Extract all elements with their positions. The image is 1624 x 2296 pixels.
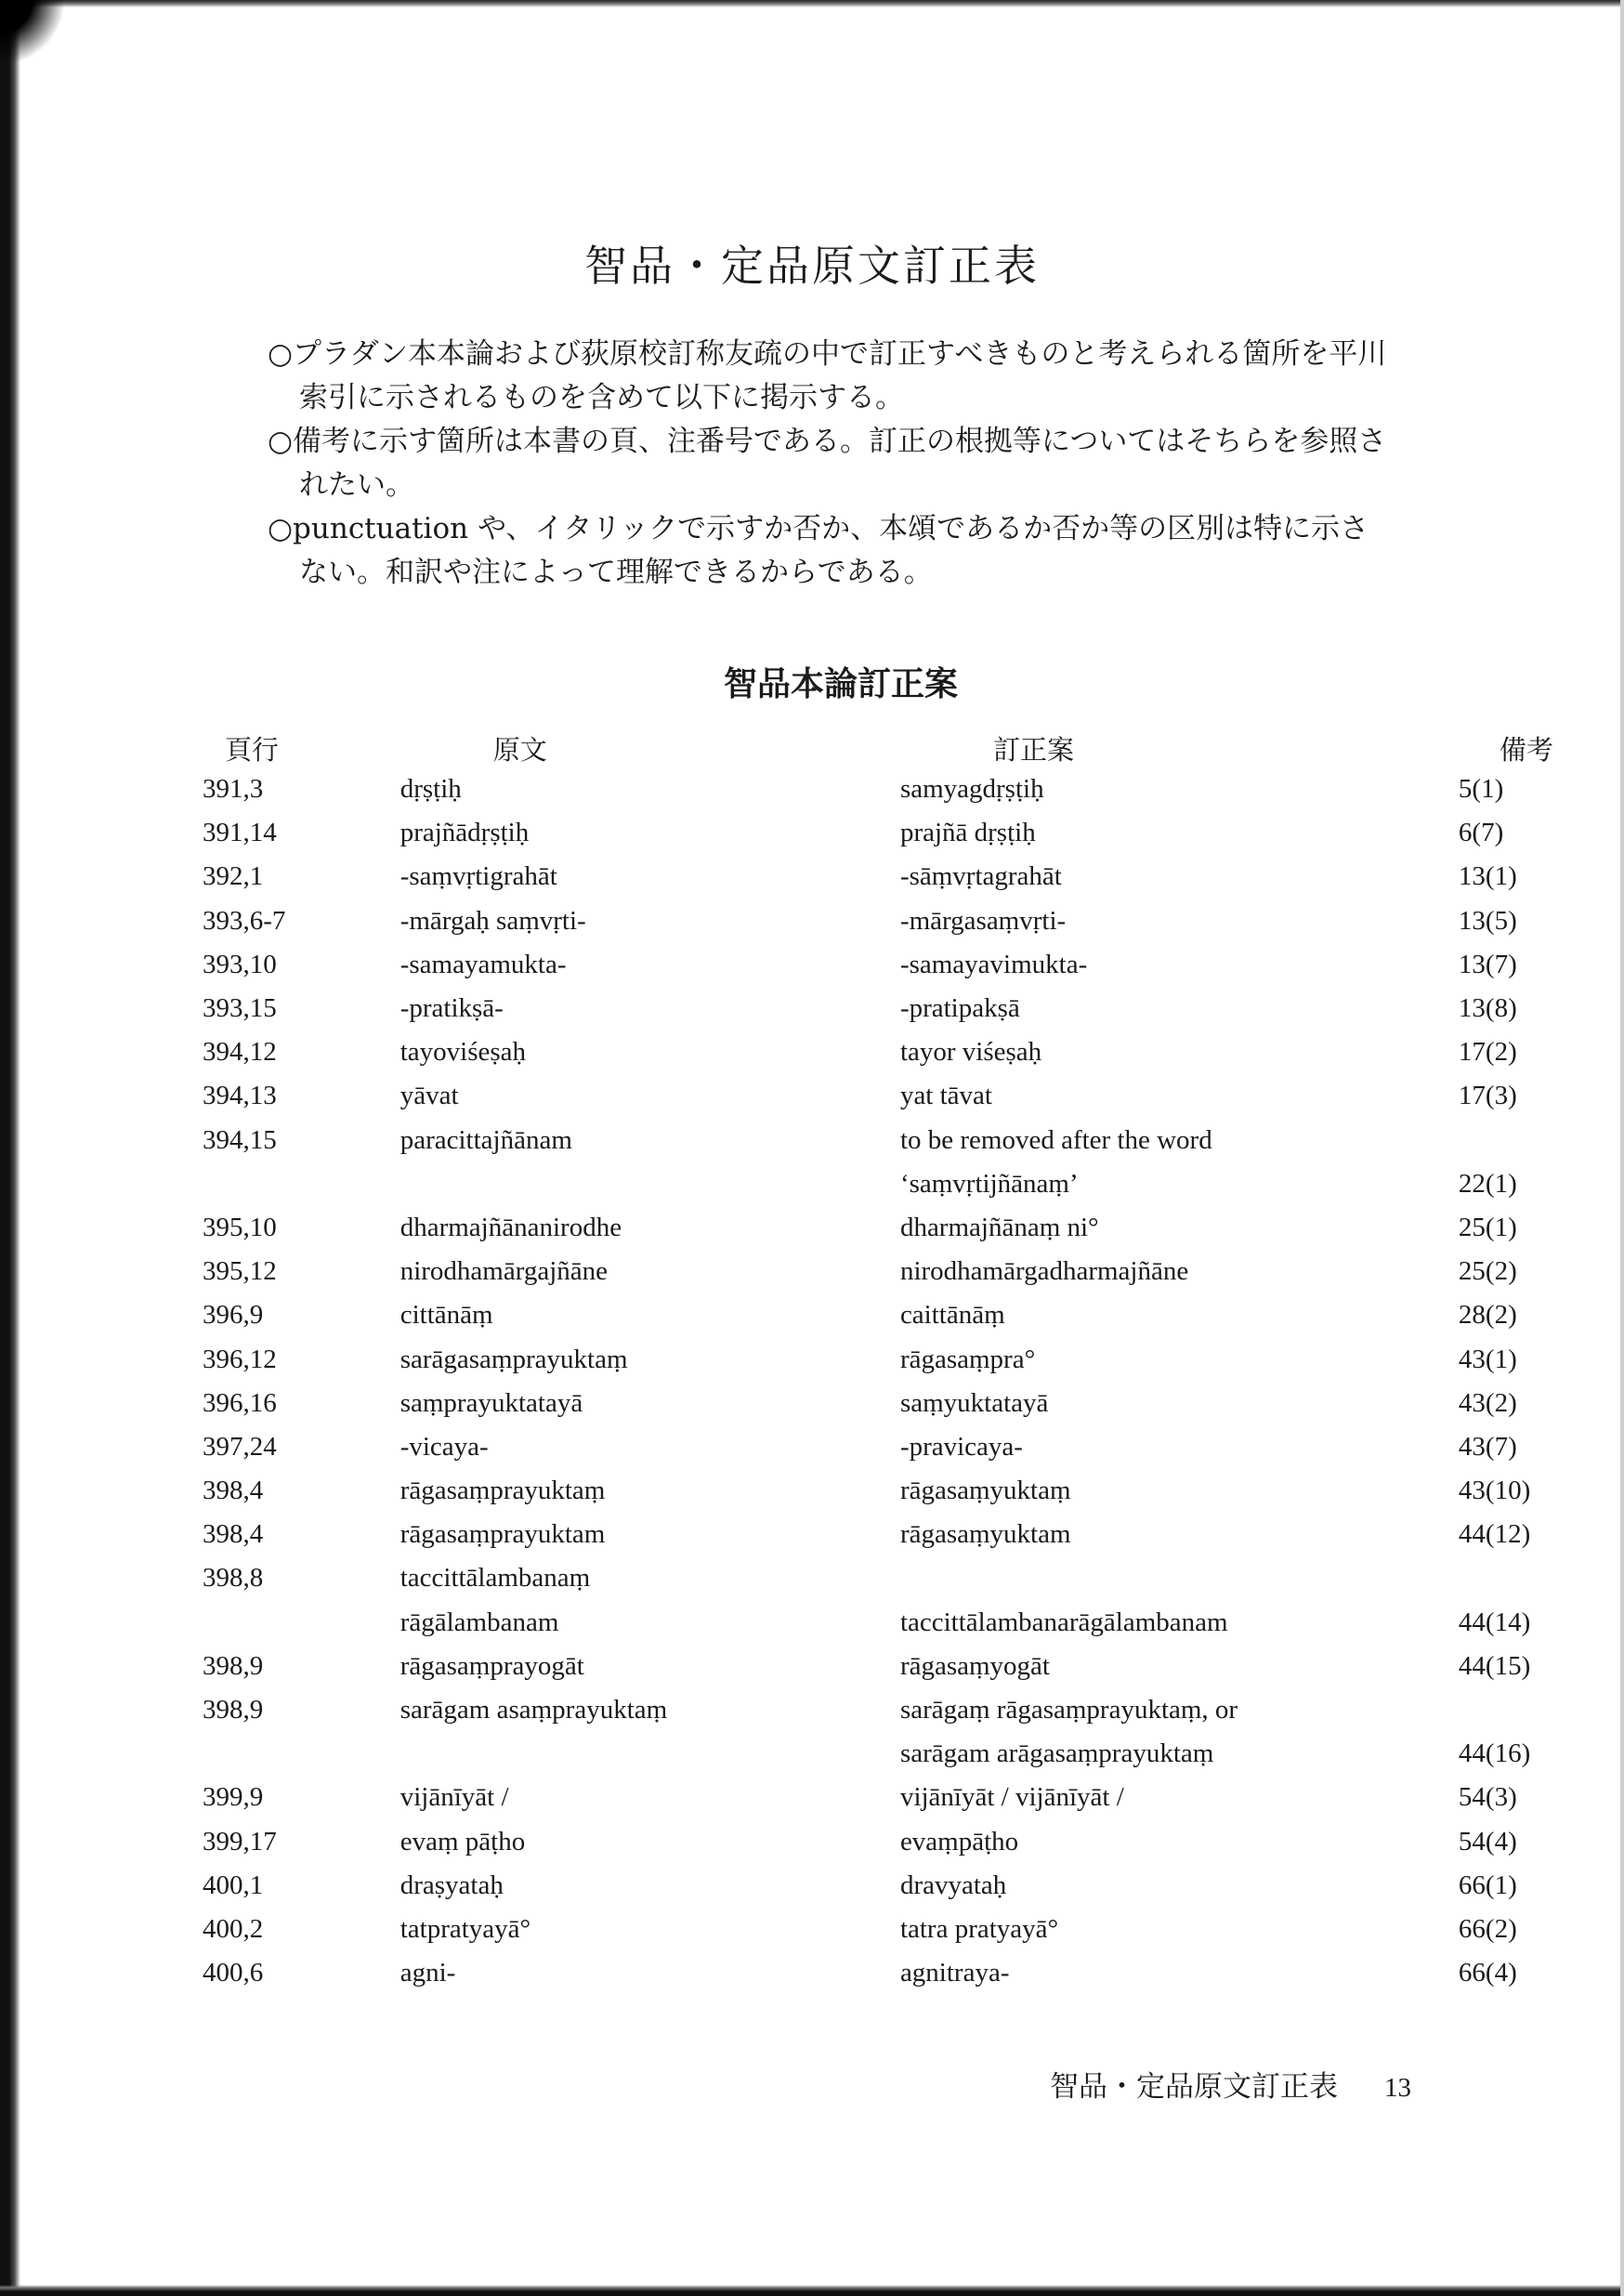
cell-correction: -pratipakṣā — [899, 993, 1020, 1024]
cell-original: rāgālambanam — [399, 1607, 559, 1637]
cell-page-line: 399,9 — [203, 1782, 264, 1813]
scan-edge-left — [0, 0, 20, 2296]
cell-original: saṃprayuktatayā — [399, 1387, 583, 1418]
cell-original: -saṃvṛtigrahāt — [399, 861, 557, 892]
cell-page-line: 398,9 — [203, 1695, 264, 1725]
cell-remarks: 44(14) — [1458, 1607, 1531, 1637]
table-row — [203, 1469, 1624, 1513]
cell-correction: taccittālambanarāgālambanam — [899, 1607, 1228, 1637]
cell-page-line — [203, 1601, 400, 1645]
cell-correction: sarāgam arāgasaṃprayuktaṃ — [899, 1738, 1214, 1769]
table-row — [203, 1119, 1624, 1162]
cell-page-line: 397,24 — [203, 1431, 277, 1462]
table-row — [203, 987, 1624, 1030]
scan-edge-bottom — [0, 2285, 1624, 2296]
cell-page-line: 400,6 — [203, 1958, 264, 1988]
cell-original: -vicaya- — [399, 1431, 489, 1462]
cell-page-line: 393,10 — [203, 949, 277, 979]
cell-original: rāgasaṃprayuktam — [399, 1519, 606, 1550]
cell-original: sarāgam asaṃprayuktaṃ — [399, 1695, 668, 1725]
cell-remarks — [1459, 1556, 1624, 1600]
cell-remarks: 54(3) — [1458, 1782, 1517, 1813]
cell-correction: vijānīyāt / vijānīyāt / — [899, 1782, 1124, 1813]
table-row — [203, 1206, 1624, 1250]
table-row — [203, 1074, 1624, 1118]
cell-page-line: 394,15 — [203, 1124, 277, 1155]
table-row — [203, 1776, 1624, 1819]
table-row — [203, 1425, 1624, 1469]
cell-remarks: 13(1) — [1458, 861, 1517, 892]
table-row — [203, 899, 1624, 943]
cell-original: nirodhamārgajñāne — [399, 1256, 609, 1287]
cell-original: vijānīyāt / — [399, 1782, 509, 1813]
cell-correction: tayor viśeṣaḥ — [899, 1037, 1042, 1068]
cell-correction: -samayavimukta- — [899, 949, 1088, 979]
table-row — [203, 943, 1624, 987]
table-row — [203, 1030, 1624, 1074]
cell-correction: ‘saṃvṛtijñānaṃ’ — [899, 1168, 1079, 1199]
cell-page-line: 398,8 — [203, 1563, 264, 1594]
cell-remarks: 43(2) — [1458, 1387, 1517, 1418]
section-title: 智品本論訂正案 — [723, 665, 958, 703]
cell-correction: rāgasaṃyogāt — [899, 1650, 1050, 1681]
column-header-correction: 訂正案 — [992, 736, 1074, 766]
cell-remarks: 5(1) — [1458, 774, 1504, 805]
cell-page-line: 400,2 — [203, 1913, 264, 1944]
intro-notes — [268, 333, 1392, 595]
cell-remarks: 66(1) — [1458, 1870, 1517, 1900]
cell-correction: samyagdṛṣṭiḥ — [899, 774, 1044, 805]
cell-original: cittānāṃ — [399, 1300, 493, 1331]
cell-remarks: 13(5) — [1458, 905, 1517, 936]
cell-page-line: 396,16 — [203, 1387, 277, 1418]
cell-page-line — [203, 1732, 400, 1776]
cell-correction: nirodhamārgadharmajñāne — [899, 1256, 1189, 1287]
page-title: 智品・定品原文訂正表 — [584, 241, 1040, 291]
cell-page-line — [203, 1162, 400, 1206]
cell-correction: rāgasaṃyuktaṃ — [899, 1476, 1071, 1506]
cell-original: sarāgasaṃprayuktaṃ — [399, 1344, 628, 1374]
intro-note: ○備考に示す箇所は本書の頁、注番号である。訂正の根拠等についてはそちらを参照されたい。 — [268, 425, 1387, 502]
table-row — [203, 1556, 1624, 1600]
table-row — [203, 1951, 1624, 1995]
cell-original: draṣyataḥ — [399, 1870, 504, 1900]
column-header-page-line: 頁行 — [225, 736, 280, 766]
cell-remarks: 44(16) — [1458, 1738, 1531, 1769]
cell-correction: -sāṃvṛtagrahāt — [899, 861, 1062, 892]
cell-original: prajñādṛṣṭiḥ — [399, 818, 530, 848]
table-row — [203, 1908, 1624, 1951]
cell-correction: -pravicaya- — [899, 1431, 1023, 1462]
table-row — [203, 1337, 1624, 1381]
table-row — [203, 1732, 1624, 1776]
cell-remarks: 54(4) — [1458, 1826, 1517, 1856]
cell-remarks — [1459, 1119, 1624, 1162]
cell-remarks: 43(10) — [1458, 1476, 1531, 1506]
cell-correction: rāgasaṃpra° — [899, 1344, 1036, 1374]
table-body — [203, 768, 1624, 1995]
cell-correction: tatra pratyayā° — [899, 1913, 1059, 1944]
cell-remarks: 25(2) — [1458, 1256, 1517, 1287]
cell-correction: agnitraya- — [899, 1958, 1010, 1988]
cell-remarks: 13(7) — [1458, 949, 1517, 979]
cell-page-line: 394,12 — [203, 1037, 277, 1068]
table-row — [203, 855, 1624, 899]
cell-remarks: 22(1) — [1458, 1168, 1517, 1199]
scan-corner-shadow — [0, 0, 65, 65]
cell-original — [400, 1162, 900, 1206]
cell-page-line: 400,1 — [203, 1870, 264, 1900]
cell-remarks: 43(7) — [1458, 1431, 1517, 1462]
footer-title: 智品・定品原文訂正表 — [1050, 2070, 1338, 2104]
cell-original: tatpratyayā° — [399, 1913, 531, 1944]
cell-page-line: 395,10 — [203, 1212, 277, 1242]
cell-remarks: 17(2) — [1458, 1037, 1517, 1068]
cell-page-line: 393,15 — [203, 993, 277, 1024]
cell-correction: dharmajñānaṃ ni° — [899, 1212, 1099, 1242]
table-row — [203, 1864, 1624, 1908]
cell-remarks: 13(8) — [1458, 993, 1517, 1024]
cell-original: rāgasaṃprayuktaṃ — [399, 1476, 606, 1506]
correction-table — [203, 727, 1624, 1995]
cell-correction: caittānāṃ — [899, 1300, 1005, 1331]
cell-original: taccittālambanaṃ — [399, 1563, 591, 1594]
cell-remarks: 17(3) — [1458, 1081, 1517, 1111]
cell-original: yāvat — [399, 1081, 459, 1111]
cell-original: dharmajñānanirodhe — [399, 1212, 622, 1242]
intro-note: ○punctuation や、イタリックで示すか否か、本頌であるか否か等の区別は特に示さない。和訳や注によって理解できるからである。 — [268, 512, 1369, 589]
cell-page-line: 391,14 — [203, 818, 277, 848]
cell-remarks: 44(12) — [1458, 1519, 1531, 1550]
table-row — [203, 1293, 1624, 1337]
cell-original: tayoviśeṣaḥ — [399, 1037, 527, 1068]
cell-original: rāgasaṃprayogāt — [399, 1650, 584, 1681]
cell-page-line: 394,13 — [203, 1081, 277, 1111]
cell-remarks: 44(15) — [1458, 1650, 1531, 1681]
table-row — [203, 811, 1624, 855]
cell-original: -mārgaḥ saṃvṛti- — [399, 905, 586, 936]
cell-original: evaṃ pāṭho — [399, 1826, 526, 1856]
cell-original: agni- — [399, 1958, 456, 1988]
cell-correction: prajñā dṛṣṭiḥ — [899, 818, 1036, 848]
column-header-remarks: 備考 — [1499, 736, 1553, 766]
table-row — [203, 1513, 1624, 1556]
cell-correction: sarāgaṃ rāgasaṃprayuktaṃ, or — [899, 1695, 1238, 1725]
running-footer — [1050, 2063, 1440, 2105]
cell-remarks: 28(2) — [1458, 1300, 1517, 1331]
cell-page-line: 396,12 — [203, 1344, 277, 1374]
table-row — [203, 1601, 1624, 1645]
cell-page-line: 393,6-7 — [203, 905, 286, 936]
cell-page-line: 398,9 — [203, 1650, 264, 1681]
cell-correction: rāgasaṃyuktam — [899, 1519, 1071, 1550]
cell-page-line: 398,4 — [203, 1519, 264, 1550]
cell-correction: -mārgasaṃvṛti- — [899, 905, 1067, 936]
cell-remarks: 66(4) — [1458, 1958, 1517, 1988]
cell-original — [400, 1732, 900, 1776]
cell-original: paracittajñānam — [399, 1124, 572, 1155]
table-row — [203, 1382, 1624, 1425]
cell-page-line: 392,1 — [203, 861, 264, 892]
intro-note: ○プラダン本本論および荻原校訂称友疏の中で訂正すべきものと考えられる箇所を平川索引に示されるものを含めて以下に掲示する。 — [268, 337, 1387, 414]
cell-correction: saṃyuktatayā — [899, 1387, 1049, 1418]
scan-edge-top — [0, 0, 1624, 7]
cell-correction: evaṃpāṭho — [899, 1826, 1019, 1856]
cell-page-line: 395,12 — [203, 1256, 277, 1287]
cell-original: dṛṣṭiḥ — [399, 774, 462, 805]
cell-remarks: 25(1) — [1458, 1212, 1517, 1242]
cell-original: -samayamukta- — [399, 949, 567, 979]
table-row — [203, 1162, 1624, 1206]
table-row — [203, 1820, 1624, 1864]
cell-page-line: 391,3 — [203, 774, 264, 805]
cell-correction: yat tāvat — [899, 1081, 992, 1111]
table-row — [203, 768, 1624, 811]
table-row — [203, 1688, 1624, 1732]
table-row — [203, 1250, 1624, 1293]
page-number: 13 — [1384, 2073, 1411, 2103]
cell-page-line: 398,4 — [203, 1476, 264, 1506]
cell-remarks: 66(2) — [1458, 1913, 1517, 1944]
table-row — [203, 1645, 1624, 1688]
cell-page-line: 396,9 — [203, 1300, 264, 1331]
cell-page-line: 399,17 — [203, 1826, 277, 1856]
cell-correction — [900, 1556, 1459, 1600]
table-header-row — [203, 727, 1624, 768]
cell-remarks: 43(1) — [1458, 1344, 1517, 1374]
column-header-original: 原文 — [492, 736, 547, 766]
cell-original: -pratikṣā- — [399, 993, 504, 1024]
cell-correction: to be removed after the word — [899, 1124, 1212, 1155]
cell-remarks — [1459, 1688, 1624, 1732]
cell-correction: dravyataḥ — [899, 1870, 1007, 1900]
cell-remarks: 6(7) — [1458, 818, 1504, 848]
